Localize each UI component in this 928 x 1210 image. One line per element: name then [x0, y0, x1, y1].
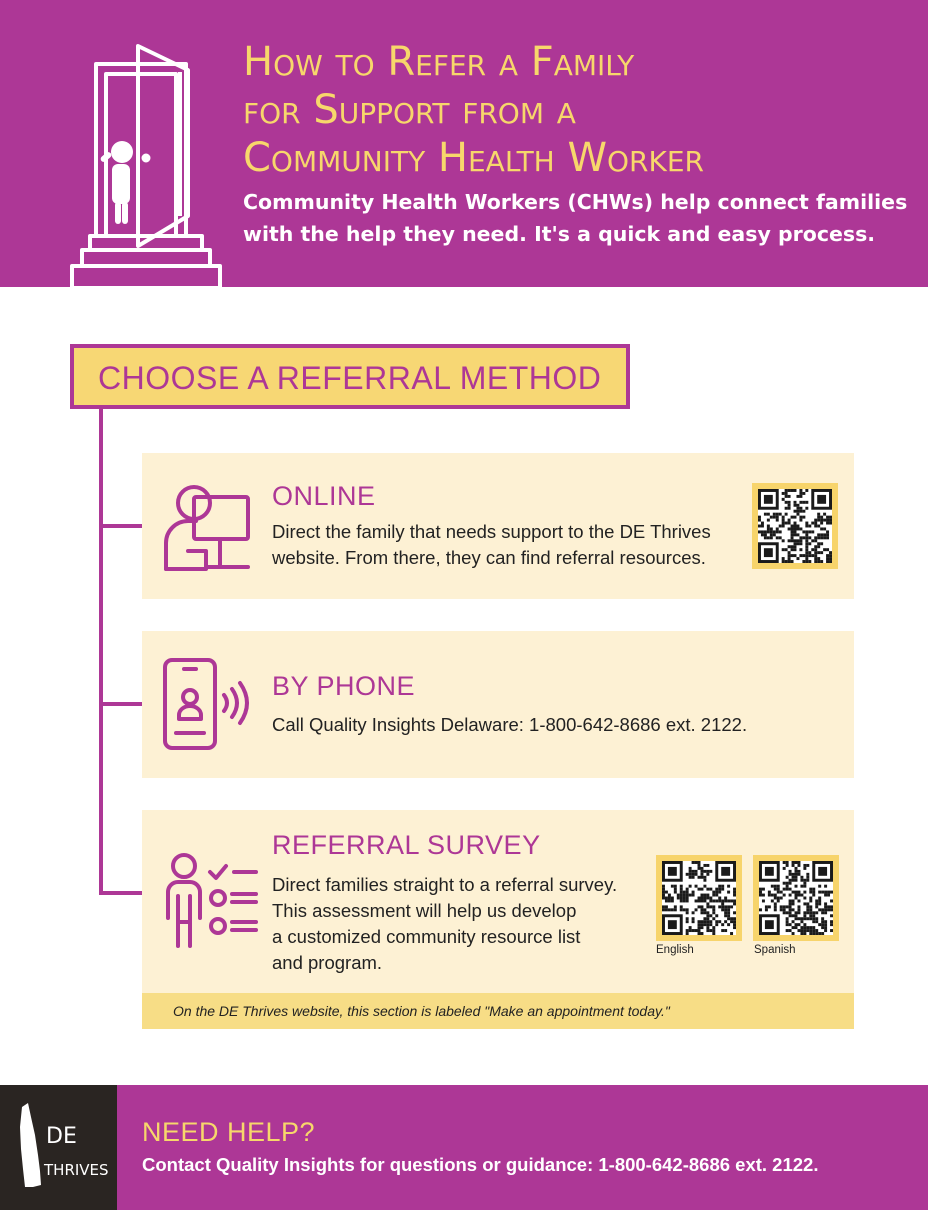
person-checklist-icon	[164, 852, 260, 950]
delaware-state-icon	[0, 1085, 117, 1210]
title-line: Community Health Worker	[243, 135, 704, 181]
method-title-online: ONLINE	[272, 481, 376, 511]
text-line: website. From there, they can find referral resources.	[272, 547, 706, 568]
smartphone-call-icon	[162, 657, 260, 753]
page-title	[243, 38, 903, 182]
qr-code-english[interactable]	[656, 855, 742, 941]
footer-banner	[0, 1085, 928, 1210]
method-text-survey	[272, 872, 617, 976]
connector-vertical	[99, 409, 103, 895]
title-line: How to Refer a Family	[243, 39, 635, 85]
method-card-online	[142, 453, 854, 599]
title-line: for Support from a	[243, 87, 576, 133]
text-line: and program.	[272, 952, 383, 973]
qr-code-icon	[662, 861, 736, 935]
text-line: This assessment will help us develop	[272, 900, 577, 921]
qr-code-spanish[interactable]	[753, 855, 839, 941]
need-help-heading: NEED HELP?	[142, 1117, 316, 1147]
computer-user-icon	[160, 481, 256, 573]
qr-label-spanish: Spanish	[754, 944, 796, 956]
section-heading: CHOOSE A REFERRAL METHOD	[98, 360, 602, 396]
header-banner	[0, 0, 928, 287]
page-subtitle	[243, 186, 908, 250]
qr-code-online[interactable]	[752, 483, 838, 569]
text-line: Call Quality Insights Delaware: 1-800-642-8686 ext. 2122.	[272, 714, 748, 735]
method-text-online	[272, 519, 711, 571]
method-card-survey	[142, 810, 854, 1029]
text-line: a customized community resource list	[272, 926, 581, 947]
subtitle-line: Community Health Workers (CHWs) help connect families	[243, 190, 908, 214]
text-line: Direct families straight to a referral survey.	[272, 874, 618, 895]
qr-code-icon	[758, 489, 832, 563]
section-heading-box	[70, 344, 630, 409]
method-card-phone	[142, 631, 854, 778]
qr-label-english: English	[656, 944, 694, 956]
logo-text-thrives: THRIVES	[44, 1161, 109, 1179]
survey-note: On the DE Thrives website, this section is labeled "Make an appointment today."	[173, 1003, 670, 1019]
method-title-phone: BY PHONE	[272, 671, 416, 701]
qr-code-icon	[759, 861, 833, 935]
subtitle-line: with the help they need. It's a quick and easy process.	[243, 222, 876, 246]
survey-note-strip	[142, 993, 854, 1029]
text-line: Direct the family that needs support to the DE Thrives	[272, 521, 711, 542]
logo-text-de: DE	[46, 1124, 77, 1149]
method-title-survey: REFERRAL SURVEY	[272, 830, 541, 860]
method-text-phone	[272, 712, 747, 738]
de-thrives-logo	[0, 1085, 117, 1210]
footer-contact-text: Contact Quality Insights for questions or guidance: 1-800-642-8686 ext. 2122.	[142, 1154, 819, 1175]
open-door-icon	[60, 40, 230, 290]
